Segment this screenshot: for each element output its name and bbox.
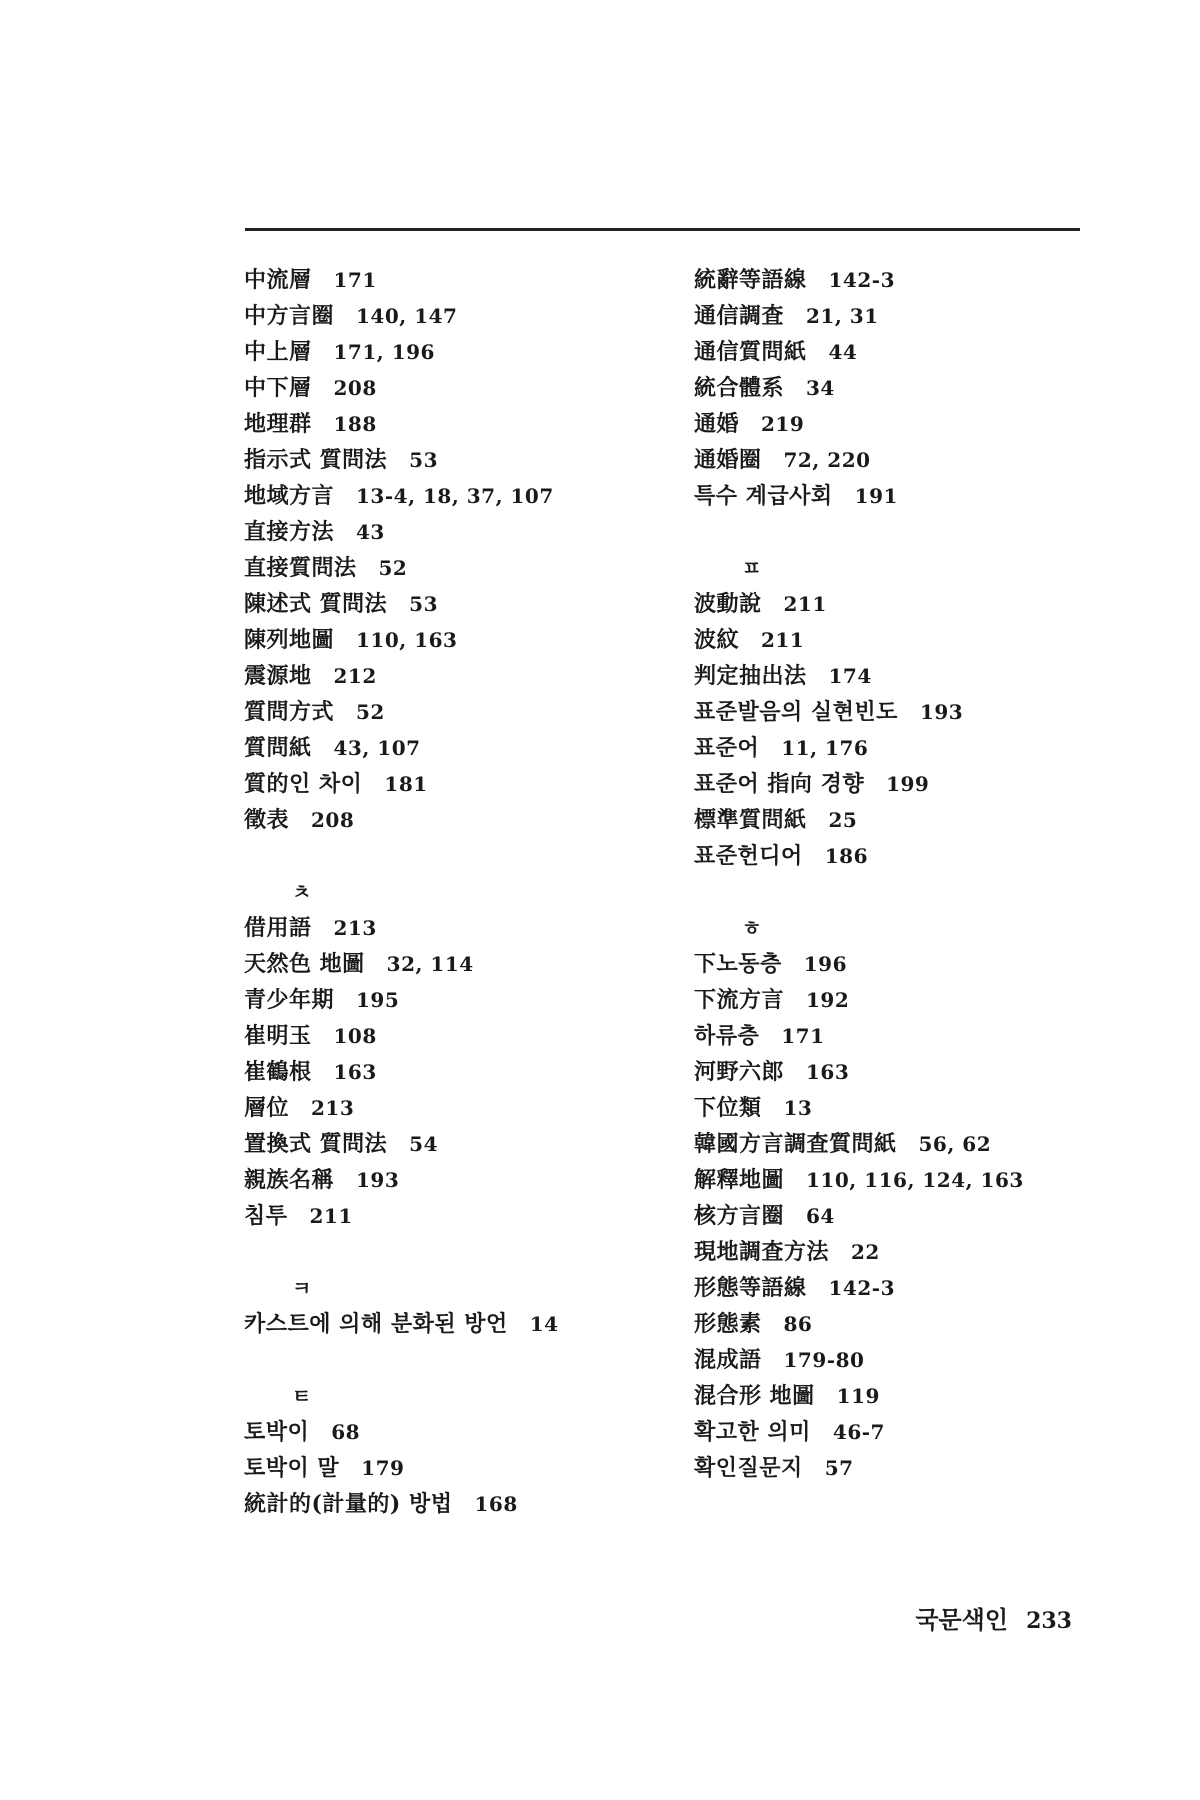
index-pages: 191 xyxy=(854,484,898,508)
index-pages: 43, 107 xyxy=(333,736,421,760)
index-term: 置換式 質問法 xyxy=(244,1131,388,1157)
index-term: 借用語 xyxy=(244,915,312,941)
index-term: 확인질문지 xyxy=(694,1455,803,1481)
index-term: 判定抽出法 xyxy=(694,663,807,689)
index-term: 표준어 指向 경향 xyxy=(694,771,865,797)
index-entry xyxy=(244,946,674,982)
index-pages: 53 xyxy=(409,592,439,616)
index-pages: 44 xyxy=(828,340,858,364)
index-entry xyxy=(694,262,1114,298)
index-term: 標準質問紙 xyxy=(694,807,807,833)
index-term: 統辭等語線 xyxy=(694,267,807,293)
index-entry xyxy=(244,1198,674,1234)
index-pages: 57 xyxy=(824,1456,854,1480)
index-term: 通信調査 xyxy=(694,303,785,329)
index-term: 天然色 地圖 xyxy=(244,951,365,977)
index-entry xyxy=(244,298,674,334)
index-section xyxy=(694,262,1114,514)
index-entry xyxy=(694,838,1114,874)
index-term: 표준어 xyxy=(694,735,760,761)
index-pages: 171 xyxy=(333,268,377,292)
index-term: 統合體系 xyxy=(694,375,785,401)
index-term: 親族名稱 xyxy=(244,1167,335,1193)
index-term: 波紋 xyxy=(694,627,740,653)
index-term: 震源地 xyxy=(244,663,312,689)
index-term: 韓國方言調査質問紙 xyxy=(694,1131,897,1157)
index-term: 通婚 xyxy=(694,411,740,437)
index-pages: 213 xyxy=(311,1096,355,1120)
index-term: 形態等語線 xyxy=(694,1275,807,1301)
index-section xyxy=(244,1378,674,1522)
index-term: 通婚圈 xyxy=(694,447,762,473)
index-entry xyxy=(244,802,674,838)
index-term: 하류층 xyxy=(694,1023,760,1049)
index-term: 質問紙 xyxy=(244,735,312,761)
index-entry xyxy=(694,1090,1114,1126)
index-pages: 110, 163 xyxy=(356,628,458,652)
page-number: 233 xyxy=(1026,1608,1072,1634)
index-entry xyxy=(694,478,1114,514)
index-term: 표준발음의 실현빈도 xyxy=(694,699,898,725)
index-entry xyxy=(694,982,1114,1018)
index-entry xyxy=(694,946,1114,982)
index-term: 下노동층 xyxy=(694,951,782,977)
index-pages: 208 xyxy=(311,808,355,832)
index-term: 특수 계급사회 xyxy=(694,483,833,509)
index-pages: 11, 176 xyxy=(781,736,869,760)
index-pages: 168 xyxy=(474,1492,518,1516)
index-entry xyxy=(244,766,674,802)
index-entry xyxy=(694,1414,1114,1450)
index-pages: 219 xyxy=(761,412,805,436)
index-entry xyxy=(244,1486,674,1522)
index-term: 直接質問法 xyxy=(244,555,357,581)
index-term: 青少年期 xyxy=(244,987,335,1013)
index-term: 中上層 xyxy=(244,339,312,365)
index-pages: 119 xyxy=(836,1384,880,1408)
index-term: 現地調査方法 xyxy=(694,1239,830,1265)
index-entry xyxy=(694,406,1114,442)
index-pages: 43 xyxy=(356,520,385,544)
index-term: 形態素 xyxy=(694,1311,762,1337)
index-pages: 211 xyxy=(309,1204,353,1228)
index-entry xyxy=(244,1126,674,1162)
index-pages: 13-4, 18, 37, 107 xyxy=(356,484,554,508)
index-entry xyxy=(244,442,674,478)
index-term: 直接方法 xyxy=(244,519,335,545)
index-pages: 52 xyxy=(378,556,408,580)
index-term: 崔明玉 xyxy=(244,1023,312,1049)
index-entry xyxy=(694,658,1114,694)
section-heading: ㅊ xyxy=(292,880,312,904)
index-term: 崔鶴根 xyxy=(244,1059,312,1085)
index-entry xyxy=(244,370,674,406)
index-entry xyxy=(694,1018,1114,1054)
index-term: 陳述式 質問法 xyxy=(244,591,388,617)
index-term: 徵表 xyxy=(244,807,290,833)
index-term: 토박이 xyxy=(244,1419,310,1445)
index-entry xyxy=(694,1126,1114,1162)
index-entry xyxy=(244,1054,674,1090)
index-entry xyxy=(244,694,674,730)
index-pages: 46-7 xyxy=(832,1420,885,1444)
index-pages: 142-3 xyxy=(828,1276,895,1300)
index-pages: 142-3 xyxy=(828,268,895,292)
index-entry xyxy=(244,586,674,622)
index-entry xyxy=(694,1054,1114,1090)
index-pages: 34 xyxy=(806,376,835,400)
index-term: 指示式 質問法 xyxy=(244,447,388,473)
index-term: 확고한 의미 xyxy=(694,1419,811,1445)
index-pages: 211 xyxy=(761,628,805,652)
index-pages: 208 xyxy=(333,376,377,400)
index-pages: 192 xyxy=(806,988,850,1012)
section-heading: ㅍ xyxy=(742,556,762,580)
index-pages: 171, 196 xyxy=(333,340,435,364)
index-entry xyxy=(694,370,1114,406)
index-term: 統計的(計量的) 방법 xyxy=(244,1491,453,1517)
index-pages: 22 xyxy=(851,1240,880,1264)
page-footer xyxy=(915,1600,1072,1635)
index-pages: 193 xyxy=(356,1168,400,1192)
index-entry xyxy=(244,1162,674,1198)
index-term: 地域方言 xyxy=(244,483,335,509)
index-pages: 171 xyxy=(781,1024,825,1048)
index-entry xyxy=(244,1306,674,1342)
index-pages: 68 xyxy=(331,1420,361,1444)
index-term: 混成語 xyxy=(694,1347,762,1373)
index-pages: 14 xyxy=(529,1312,559,1336)
index-entry xyxy=(694,1198,1114,1234)
index-term: 河野六郎 xyxy=(694,1059,785,1085)
index-entry xyxy=(244,910,674,946)
index-entry xyxy=(694,1234,1114,1270)
index-pages: 193 xyxy=(919,700,964,724)
index-term: 混合形 地圖 xyxy=(694,1383,815,1409)
index-pages: 32, 114 xyxy=(386,952,474,976)
index-entry xyxy=(694,802,1114,838)
index-entry xyxy=(694,1162,1114,1198)
index-pages: 213 xyxy=(333,916,377,940)
index-term: 質的인 차이 xyxy=(244,771,363,797)
index-section xyxy=(244,262,674,838)
index-pages: 54 xyxy=(409,1132,439,1156)
index-pages: 199 xyxy=(886,772,930,796)
index-entry xyxy=(694,1378,1114,1414)
index-entry xyxy=(244,622,674,658)
index-entry xyxy=(694,1306,1114,1342)
index-section xyxy=(244,874,674,1234)
index-pages: 110, 116, 124, 163 xyxy=(806,1168,1024,1192)
index-term: 地理群 xyxy=(244,411,312,437)
index-pages: 64 xyxy=(806,1204,835,1228)
index-term: 카스트에 의해 분화된 방언 xyxy=(244,1311,508,1337)
index-pages: 52 xyxy=(356,700,385,724)
index-pages: 186 xyxy=(824,844,869,868)
index-entry xyxy=(694,730,1114,766)
index-pages: 179 xyxy=(361,1456,405,1480)
index-pages: 212 xyxy=(333,664,377,688)
index-entry xyxy=(244,478,674,514)
index-entry xyxy=(244,334,674,370)
index-pages: 181 xyxy=(384,772,428,796)
index-term: 通信質問紙 xyxy=(694,339,807,365)
index-pages: 188 xyxy=(333,412,377,436)
index-pages: 140, 147 xyxy=(356,304,458,328)
index-term: 中下層 xyxy=(244,375,312,401)
index-term: 解釋地圖 xyxy=(694,1167,785,1193)
index-pages: 21, 31 xyxy=(806,304,879,328)
index-entry xyxy=(694,1450,1114,1486)
index-pages: 163 xyxy=(806,1060,850,1084)
index-pages: 174 xyxy=(828,664,872,688)
index-pages: 56, 62 xyxy=(918,1132,992,1156)
index-entry xyxy=(244,262,674,298)
index-pages: 195 xyxy=(356,988,400,1012)
top-rule xyxy=(245,228,1080,231)
index-term: 침투 xyxy=(244,1203,288,1229)
index-entry xyxy=(244,730,674,766)
index-pages: 163 xyxy=(333,1060,377,1084)
index-section xyxy=(244,1270,674,1342)
index-term: 質問方式 xyxy=(244,699,335,725)
index-term: 核方言圈 xyxy=(694,1203,785,1229)
index-entry xyxy=(694,766,1114,802)
index-term: 下位類 xyxy=(694,1095,762,1121)
section-heading: ㅋ xyxy=(292,1276,312,1300)
index-entry xyxy=(694,622,1114,658)
index-term: 中流層 xyxy=(244,267,312,293)
index-entry xyxy=(244,658,674,694)
index-pages: 53 xyxy=(409,448,439,472)
index-term: 中方言圈 xyxy=(244,303,335,329)
index-entry xyxy=(694,694,1114,730)
index-entry xyxy=(244,982,674,1018)
index-entry xyxy=(244,1414,674,1450)
index-entry xyxy=(694,298,1114,334)
index-term: 陳列地圖 xyxy=(244,627,335,653)
index-pages: 108 xyxy=(333,1024,377,1048)
index-entry xyxy=(694,1270,1114,1306)
index-entry xyxy=(244,1018,674,1054)
index-term: 下流方言 xyxy=(694,987,785,1013)
index-pages: 72, 220 xyxy=(783,448,871,472)
index-term: 波動說 xyxy=(694,591,762,617)
index-pages: 179-80 xyxy=(783,1348,865,1372)
section-heading: ㅌ xyxy=(292,1384,312,1408)
index-entry xyxy=(694,1342,1114,1378)
index-pages: 86 xyxy=(783,1312,813,1336)
footer-section-title: 국문색인 xyxy=(915,1605,1009,1634)
index-column-left xyxy=(244,262,674,1522)
index-section xyxy=(694,550,1114,874)
index-entry xyxy=(244,1450,674,1486)
index-pages: 25 xyxy=(828,808,858,832)
index-section xyxy=(694,910,1114,1486)
index-entry xyxy=(244,550,674,586)
index-term: 토박이 말 xyxy=(244,1455,340,1481)
index-pages: 196 xyxy=(803,952,848,976)
index-term: 層位 xyxy=(244,1095,290,1121)
index-entry xyxy=(694,586,1114,622)
section-heading: ㅎ xyxy=(742,916,762,940)
index-column-right xyxy=(694,262,1114,1486)
index-pages: 13 xyxy=(783,1096,813,1120)
index-entry xyxy=(694,334,1114,370)
index-entry xyxy=(244,514,674,550)
index-term: 표준헌디어 xyxy=(694,843,803,869)
index-pages: 211 xyxy=(783,592,827,616)
index-entry xyxy=(244,1090,674,1126)
index-entry xyxy=(694,442,1114,478)
index-entry xyxy=(244,406,674,442)
